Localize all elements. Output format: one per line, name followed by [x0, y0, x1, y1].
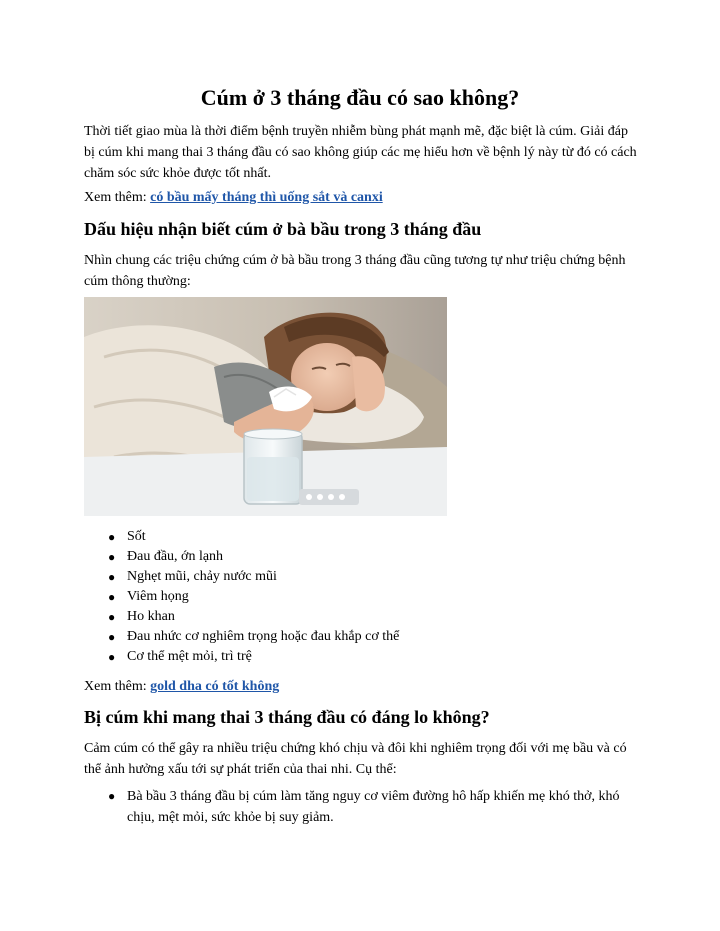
- see-more-link-gold-dha[interactable]: gold dha có tốt không: [150, 679, 280, 694]
- see-more-prefix: Xem thêm:: [84, 190, 151, 205]
- risk-list: [108, 786, 640, 828]
- see-more-line-2: [84, 676, 640, 697]
- list-item: ● Đau nhức cơ nghiêm trọng hoặc đau khắp cơ thể: [108, 627, 628, 647]
- symptom-list: [108, 527, 628, 667]
- section1-paragraph: Nhìn chung các triệu chứng cúm ở bà bầu trong 3 tháng đầu cũng tương tự như triệu chứng bệnh cúm thông thường:: [84, 253, 626, 289]
- bullet-icon: ●: [108, 789, 116, 803]
- list-item: ● Bà bầu 3 tháng đầu bị cúm làm tăng nguy cơ viêm đường hô hấp khiến mẹ khó thở, khó chịu, mệt mỏi, sức khỏe bị suy giảm.: [108, 786, 640, 828]
- list-item: ● Đau đầu, ớn lạnh: [108, 547, 628, 567]
- section2-heading: Bị cúm khi mang thai 3 tháng đầu có đáng lo không?: [84, 707, 490, 727]
- see-more-prefix: Xem thêm:: [84, 679, 151, 694]
- sick-woman-photo: [84, 297, 447, 516]
- bullet-icon: ●: [108, 530, 116, 544]
- list-item: ● Nghẹt mũi, chảy nước mũi: [108, 567, 628, 587]
- bullet-icon: ●: [108, 570, 116, 584]
- see-more-link-iron-calcium[interactable]: có bầu mấy tháng thì uống sắt và canxi: [150, 190, 383, 205]
- bullet-icon: ●: [108, 590, 116, 604]
- list-item: ● Sốt: [108, 527, 628, 547]
- bullet-icon: ●: [108, 650, 116, 664]
- see-more-line-1: [84, 187, 640, 208]
- page-title: Cúm ở 3 tháng đầu có sao không?: [200, 85, 520, 110]
- bullet-icon: ●: [108, 630, 116, 644]
- list-item: ● Viêm họng: [108, 587, 628, 607]
- intro-paragraph: Thời tiết giao mùa là thời điểm bệnh truyền nhiễm bùng phát mạnh mẽ, đặc biệt là cúm. Giải đáp bị cúm khi mang thai 3 tháng đầu có sao không giúp các mẹ hiểu hơn về bệnh lý này từ đó có cách chăm sóc sức khỏe được tốt nhất.: [84, 124, 637, 181]
- section2-paragraph: Cảm cúm có thể gây ra nhiều triệu chứng khó chịu và đôi khi nghiêm trọng đối với mẹ bầu và có thể ảnh hưởng xấu tới sự phát triển của thai nhi. Cụ thể:: [84, 741, 627, 777]
- bullet-icon: ●: [108, 610, 116, 624]
- list-item: ● Ho khan: [108, 607, 628, 627]
- bullet-icon: ●: [108, 550, 116, 564]
- sick-woman-illustration: [84, 297, 447, 516]
- section1-heading: Dấu hiệu nhận biết cúm ở bà bầu trong 3 tháng đầu: [84, 219, 482, 239]
- list-item: ● Cơ thể mệt mỏi, trì trệ: [108, 647, 628, 667]
